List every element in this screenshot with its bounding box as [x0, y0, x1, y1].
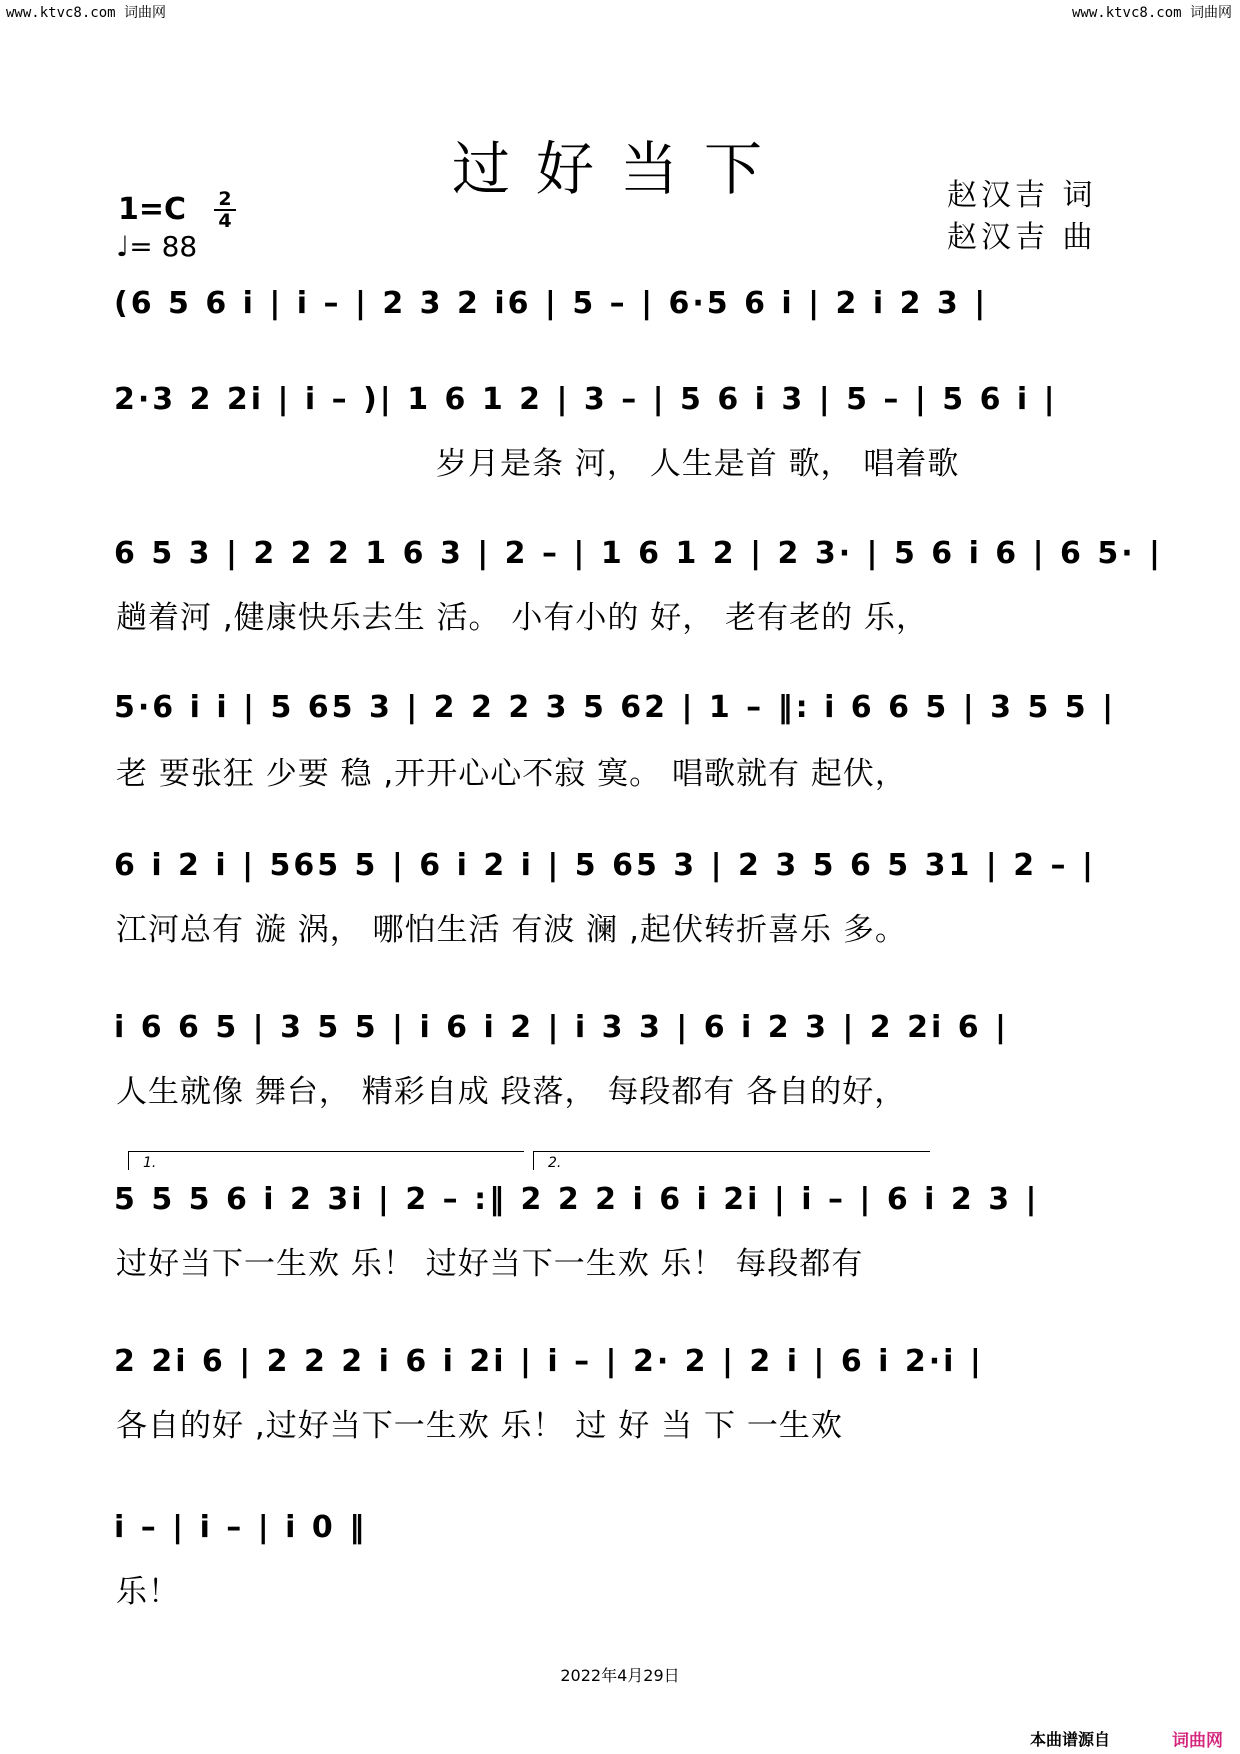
notation-line-8: 2 2i 6 | 2 2 2 i 6 i 2i | i – | 2· 2 | 2 i | 6 i 2·i | [114, 1344, 984, 1379]
site-watermark-left[interactable]: www.ktvc8.com 词曲网 [6, 5, 167, 21]
footer-site-logo[interactable]: 词曲网 [1172, 1731, 1223, 1751]
lyric-line-7: 过好当下一生欢 乐！ 过好当下一生欢 乐！ 每段都有 [116, 1246, 864, 1282]
key-signature: 1=C [118, 192, 187, 227]
volta-first-label: 1. [143, 1155, 157, 1171]
lyric-line-2: 岁月是条 河， 人生是首 歌， 唱着歌 [436, 446, 960, 482]
lyric-line-6: 人生就像 舞台， 精彩自成 段落， 每段都有 各自的好， [116, 1074, 907, 1110]
site-watermark-right[interactable]: www.ktvc8.com 词曲网 [1071, 5, 1232, 21]
notation-line-3: 6 5 3 | 2 2 2 1 6 3 | 2 – | 1 6 1 2 | 2 3· | 5 6 i 6 | 6 5· | [114, 536, 1164, 571]
lyric-line-4: 老 要张狂 少要 稳 ,开开心心不寂 寞。 唱歌就有 起伏， [116, 756, 907, 792]
volta-second-ending [533, 1151, 930, 1170]
notation-line-4: 5·6 i i | 5 65 3 | 2 2 2 3 5 62 | 1 – ‖: i 6 6 5 | 3 5 5 | [114, 690, 1117, 725]
notation-line-9: i – | i – | i 0 ‖ [114, 1510, 368, 1545]
notation-line-2: 2·3 2 2i | i – )| 1 6 1 2 | 3 – | 5 6 i 3 | 5 – | 5 6 i | [114, 382, 1058, 417]
time-signature-top: 2 [214, 189, 236, 211]
lyric-line-9: 乐！ [116, 1574, 180, 1610]
lyric-line-3: 趟着河 ,健康快乐去生 活。 小有小的 好， 老有老的 乐， [116, 600, 928, 636]
notation-line-5: 6 i 2 i | 565 5 | 6 i 2 i | 5 65 3 | 2 3 5 6 5 31 | 2 – | [114, 848, 1096, 883]
footer-source-text: 本曲谱源自 [1030, 1730, 1111, 1749]
volta-first-ending [128, 1151, 524, 1170]
song-title: 过好当下 [451, 135, 788, 203]
notation-line-7: 5 5 5 6 i 2 3i | 2 – :‖ 2 2 2 i 6 i 2i | i – | 6 i 2 3 | [114, 1182, 1040, 1217]
notation-line-6: i 6 6 5 | 3 5 5 | i 6 i 2 | i 3 3 | 6 i 2 3 | 2 2i 6 | [114, 1010, 1009, 1045]
lyricist-credit: 赵汉吉 词 [947, 178, 1097, 213]
volta-second-label: 2. [548, 1155, 562, 1171]
time-signature-bottom: 4 [218, 210, 232, 232]
time-signature [214, 189, 236, 231]
lyric-line-8: 各自的好 ,过好当下一生欢 乐！ 过 好 当 下 一生欢 [116, 1408, 843, 1444]
lyric-line-5: 江河总有 漩 涡， 哪怕生活 有波 澜 ,起伏转折喜乐 多。 [116, 912, 907, 948]
composer-credit: 赵汉吉 曲 [947, 220, 1097, 255]
composition-date: 2022年4月29日 [560, 1666, 680, 1685]
tempo-marking: ♩= 88 [116, 230, 198, 263]
notation-line-1: (6 5 6 i | i – | 2 3 2 i6 | 5 – | 6·5 6 i | 2 i 2 3 | [114, 286, 989, 321]
